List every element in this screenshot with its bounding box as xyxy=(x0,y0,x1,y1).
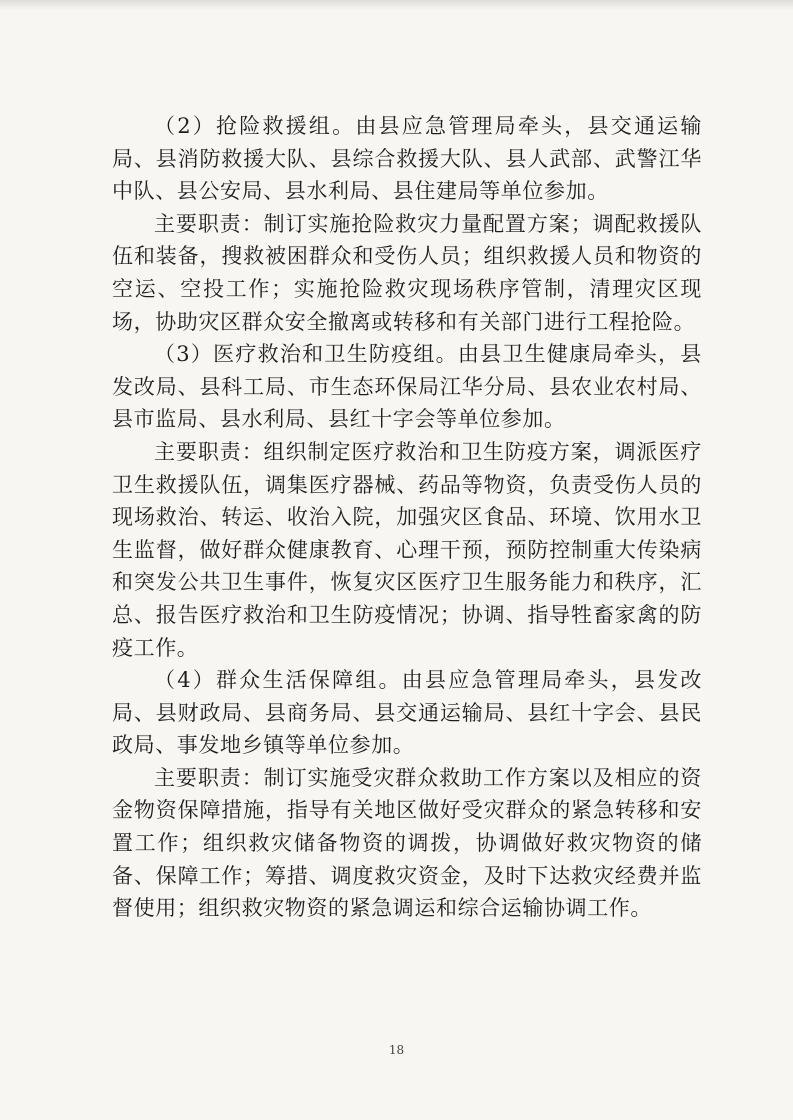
paragraph-livelihood-duties: 主要职责：制订实施受灾群众救助工作方案以及相应的资金物资保障措施，指导有关地区做好受灾群众的紧急转移和安置工作；组织救灾储备物资的调拨，协调做好救灾物资的储备、保障工作；筹措、调度救灾资金，及时下达救灾经费并监督使用；组织救灾物资的紧急调运和综合运输协调工作。 xyxy=(112,765,702,921)
paragraph-medical-group: （3）医疗救治和卫生防疫组。由县卫生健康局牵头，县发改局、县科工局、市生态环保局江华分局、县农业农村局、县市监局、县水利局、县红十字会等单位参加。 xyxy=(112,342,702,432)
paragraph-rescue-group: （2）抢险救援组。由县应急管理局牵头，县交通运输局、县消防救援大队、县综合救援大队、县人武部、武警江华中队、县公安局、县水利局、县住建局等单位参加。 xyxy=(112,114,702,204)
paragraph-rescue-duties: 主要职责：制订实施抢险救灾力量配置方案；调配救援队伍和装备，搜救被困群众和受伤人员；组织救援人员和物资的空运、空投工作；实施抢险救灾现场秩序管制，清理灾区现场，协助灾区群众安全撤离或转移和有关部门进行工程抢险。 xyxy=(112,211,702,334)
paragraph-livelihood-group: （4）群众生活保障组。由县应急管理局牵头，县发改局、县财政局、县商务局、县交通运输局、县红十字会、县民政局、事发地乡镇等单位参加。 xyxy=(112,668,702,758)
page-number: 18 xyxy=(388,1043,405,1057)
paragraph-medical-duties: 主要职责：组织制定医疗救治和卫生防疫方案，调派医疗卫生救援队伍，调集医疗器械、药品等物资，负责受伤人员的现场救治、转运、收治入院，加强灾区食品、环境、饮用水卫生监督，做好群众健康教育、心理干预，预防控制重大传染病和突发公共卫生事件，恢复灾区医疗卫生服务能力和秩序，汇总、报告医疗救治和卫生防疫情况；协调、指导牲畜家禽的防疫工作。 xyxy=(112,439,702,660)
scan-top-edge xyxy=(0,0,793,10)
document-body xyxy=(112,110,702,1010)
